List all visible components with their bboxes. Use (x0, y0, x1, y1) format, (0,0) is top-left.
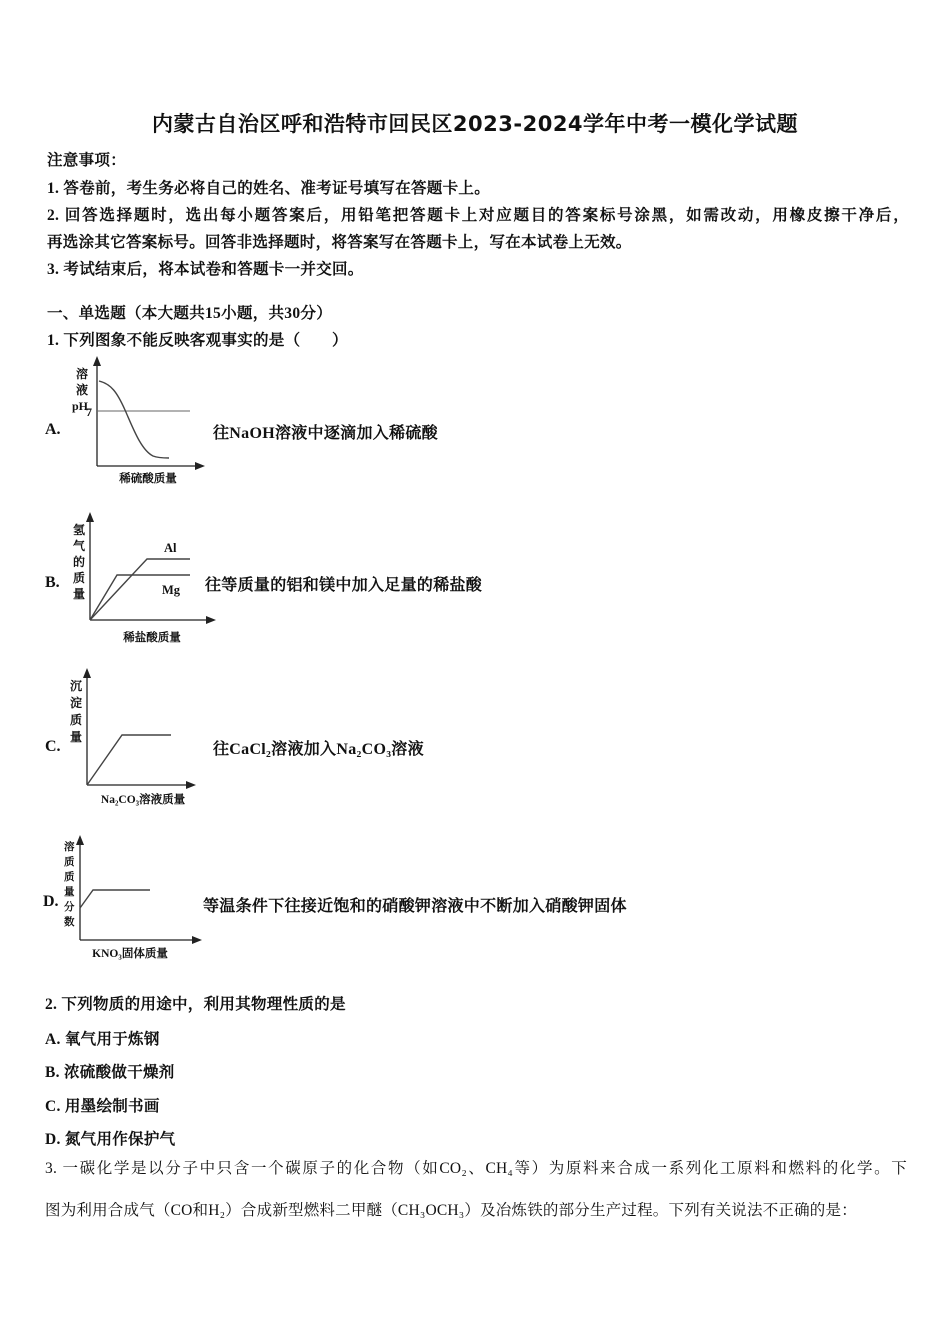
notice-heading: 注意事项： (47, 152, 127, 169)
y-axis-label-char: 气 (73, 539, 86, 553)
q1-option-b-label: B. (45, 574, 60, 591)
x-axis-arrow-icon (186, 781, 196, 789)
ph-curve (99, 381, 169, 458)
y-axis-label-char: 沉 (70, 679, 83, 693)
precipitate-curve (87, 735, 171, 785)
y-axis-label-char: 质 (64, 857, 75, 868)
series-label-al: Al (164, 541, 177, 555)
notice-item-2-line2: 再选涂其它答案标号。回答非选择题时，将答案写在答题卡上，写在本试卷上无效。 (47, 234, 632, 251)
notice-item-2-line1: 2. 回答选择题时，选出每小题答案后，用铅笔把答题卡上对应题目的答案标号涂黑，如需改动，用橡皮擦干净后， (47, 207, 909, 224)
y-axis-label-char: 溶 (64, 842, 75, 853)
y-axis-label-char: 数 (64, 917, 75, 928)
q2-option-c: C. 用墨绘制书画 (45, 1098, 160, 1115)
y-axis-label-char: 质 (73, 571, 86, 585)
chart-a-ph-vs-acid (59, 354, 209, 486)
x-axis-label: KNO₃固体质量 (92, 948, 168, 960)
y-axis-arrow-icon (86, 512, 94, 522)
y-axis-label-char: 氢 (73, 523, 86, 537)
q3-stem-line2: 图为利用合成气（CO和H₂）合成新型燃料二甲醚（CH₃OCH₃）及冶炼铁的部分生产过程。下列有关说法不正确的是： (45, 1202, 857, 1219)
y-axis-label-char: pH (72, 399, 89, 413)
x-axis-arrow-icon (206, 616, 216, 624)
y-axis-label-char: 量 (73, 587, 86, 601)
y-axis-label-char: 质 (70, 713, 83, 727)
q2-option-b: B. 浓硫酸做干燥剂 (45, 1064, 175, 1081)
y-axis-arrow-icon (76, 835, 84, 845)
chart-d-solute-fraction-vs-kno3 (48, 832, 208, 967)
y-axis-label-char: 液 (76, 383, 89, 397)
y-axis-label-char: 淀 (70, 696, 83, 710)
chart-c-precipitate-vs-na2co3 (55, 664, 205, 809)
q3-stem-line1: 3. 一碳化学是以分子中只含一个碳原子的化合物（如CO₂、CH₄等）为原料来合成一系列化工原料和燃料的化学。下 (45, 1160, 907, 1177)
page-title: 内蒙古自治区呼和浩特市回民区2023-2024学年中考一模化学试题 (151, 112, 799, 136)
q2-option-d: D. 氮气用作保护气 (45, 1131, 176, 1148)
y-axis-label-char: 质 (64, 872, 75, 883)
section-heading: 一、单选题（本大题共15小题，共30分） (47, 305, 333, 322)
x-axis-arrow-icon (195, 462, 205, 470)
y-axis-label-char: 溶 (76, 367, 89, 381)
q1-stem: 1. 下列图象不能反映客观事实的是（ ） (47, 332, 348, 349)
mass-fraction-curve (80, 890, 150, 908)
q1-option-a-caption: 往NaOH溶液中逐滴加入稀硫酸 (213, 425, 438, 442)
y-axis-label-char: 量 (64, 887, 75, 898)
q1-option-d-label: D. (43, 893, 59, 910)
x-axis-arrow-icon (192, 936, 202, 944)
series-label-mg: Mg (162, 583, 181, 597)
x-axis-label: 稀硫酸质量 (119, 473, 177, 485)
curve-mg (90, 575, 190, 620)
q1-option-d-caption: 等温条件下往接近饱和的硝酸钾溶液中不断加入硝酸钾固体 (203, 898, 627, 915)
q1-option-c-label: C. (45, 738, 61, 755)
q2-stem: 2. 下列物质的用途中，利用其物理性质的是 (45, 996, 346, 1013)
x-axis-label: Na₂CO₃溶液质量 (100, 794, 186, 806)
x-axis-label: 稀盐酸质量 (123, 632, 181, 644)
y-axis-label-char: 的 (73, 555, 86, 569)
y-axis-label-char: 分 (64, 902, 75, 913)
y-axis-arrow-icon (93, 356, 101, 366)
y-axis-arrow-icon (83, 668, 91, 678)
y-axis-label-char: 量 (70, 730, 83, 744)
notice-item-3: 3. 考试结束后，将本试卷和答题卡一并交回。 (47, 261, 364, 278)
q2-option-a: A. 氧气用于炼钢 (45, 1031, 160, 1048)
notice-item-1: 1. 答卷前，考生务必将自己的姓名、准考证号填写在答题卡上。 (47, 180, 491, 197)
q1-option-c-caption: 往CaCl₂溶液加入Na₂CO₃溶液 (213, 741, 424, 758)
q1-option-b-caption: 往等质量的铝和镁中加入足量的稀盐酸 (205, 577, 483, 594)
y-axis-tick-7: 7 (86, 405, 92, 419)
q1-option-a-label: A. (45, 421, 61, 438)
